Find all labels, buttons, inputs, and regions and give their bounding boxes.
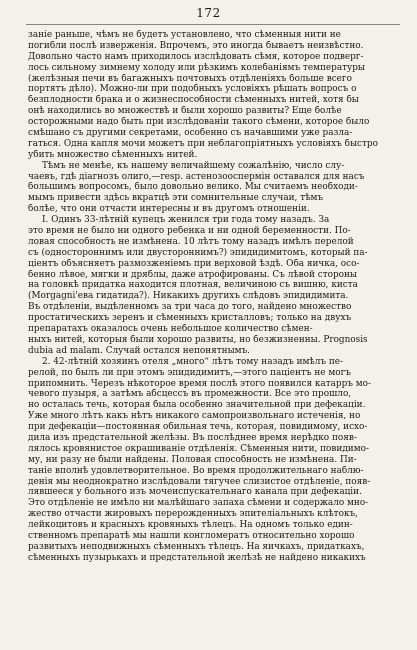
text-line: лявшееся у больного изъ мочеиспускательнаго канала при дефекаціи. <box>28 487 362 498</box>
text-line: портятъ дѣло). Можно-ли при подобныхъ условіяхъ рѣшать вопросъ о <box>28 84 357 95</box>
text-line: релой, по былъ ли при этомъ эпидидимитъ,—этого паціентъ не могъ <box>28 367 351 378</box>
text-line: лялось кровянистое окрашиваніе отдѣленія. Сѣменныя нити, повидимо- <box>28 443 369 454</box>
text-line: погибли послѣ изверженія. Впрочемъ, это иногда бываетъ неизвѣстно. <box>28 40 364 51</box>
page-number: 172 <box>196 6 221 20</box>
text-line: Тѣмъ не менѣе, къ нашему величайшему сожалѣнію, число слу- <box>42 160 345 171</box>
text-line: Уже много лѣтъ какъ нѣтъ никакого самопроизвольнаго истеченія, но <box>28 411 361 422</box>
text-line: сѣменныхъ пузырькахъ и предстательной желѣзѣ не найдено никакихъ <box>28 552 366 563</box>
text-line: жество отчасти жировыхъ перерожденныхъ эпителіальныхъ клѣтокъ, <box>28 509 358 520</box>
text-line: ловая способность не измѣнена. 10 лѣтъ тому назадъ имѣлъ перелой <box>28 236 354 247</box>
text-line: чаевъ, гдѣ діагнозъ олиго,—resp. астенозооспермін оставался для насъ <box>28 171 365 182</box>
text-line: (Morgagni'ева гидатида?). Никакихъ другихъ слѣдовъ эпидидимита. <box>28 291 349 302</box>
text-line: зaніе раньше, чѣмъ не будетъ установлено, что сѣменныя нити не <box>28 30 341 40</box>
text-line: лось сильному зимнему холоду или рѣзкимъ колебаніямъ температуры <box>28 62 365 73</box>
text-line: Это отдѣленіе не имѣло ни малѣйшаго запаха сѣмени и содержало мно- <box>28 498 369 509</box>
text-line: ственномъ препаратѣ мы нашли конгломератъ относительно хорошо <box>28 530 355 541</box>
text-line: мымъ привести здѣсь вкратцѣ эти сомнительные случаи, тѣмъ <box>28 193 324 204</box>
text-line: препаратахъ оказалось очень небольшое количество сѣмен- <box>28 324 313 335</box>
text-line: безплодности брака и о жизнеспособности сѣменныхъ нитей, хотя бы <box>28 95 359 106</box>
text-line: I. Одинъ 33-лѣтній купецъ женился три года тому назадъ. За <box>42 215 330 226</box>
text-line: смѣшано съ другими секретами, особенно съ начавшими уже разла- <box>28 128 353 139</box>
text-line: болѣе, что они отчасти интересны и въ другомъ отношеніи. <box>28 204 310 215</box>
text-line: но осталась течь, которая была особенно значительной при дефекаціи. <box>28 400 366 411</box>
text-line: при дефекаціи—постоянная обильная течь, которая, повидимому, исхо- <box>28 422 368 433</box>
text-line: дила изъ предстательной желѣзы. Въ послѣднее время нерѣдко появ- <box>28 432 357 443</box>
text-line: (желѣзныя печи въ багажныхъ почтовыхъ отдѣленіяхъ больше всего <box>28 73 352 84</box>
text-line: бенно лѣвое, мягки и дряблы, даже атрофированы. Съ лѣвой стороны <box>28 269 357 280</box>
text-line: это время не было ни одного ребенка и ни одной беременности. По- <box>28 226 351 237</box>
text-line: ціентъ объясняетъ размозженіемъ при верховой ѣздѣ. Оба яичка, осо- <box>28 258 360 269</box>
text-line: Довольно часто намъ приходилось изслѣдовать сѣмя, которое подверг- <box>28 51 364 62</box>
text-line: съ (одностороннимъ или двустороннимъ?) эпидидимитомъ, который па- <box>28 247 368 258</box>
body-text <box>28 30 398 564</box>
text-line: простатическихъ зеренъ и сѣменныхъ кристалловъ; только на двухъ <box>28 313 352 324</box>
text-line: таніе вполнѣ удовлетворительное. Во время продолжительнаго наблю- <box>28 465 364 476</box>
text-line: на головкѣ придатка находится плотная, величиною съ вишню, киста <box>28 280 358 291</box>
text-line: dubia ad malam. Случай остался непонятнымъ. <box>28 345 251 356</box>
text-line: му, ни разу не были найдены. Половая способность не измѣнена. Пи- <box>28 454 357 465</box>
header-rule <box>26 24 400 25</box>
text-line: развитыхъ неподвижныхъ сѣменныхъ тѣлецъ. На яичкахъ, придаткахъ, <box>28 541 365 552</box>
text-line: убить множество сѣменныхъ нитей. <box>28 149 198 160</box>
text-line: денія мы неоднократно изслѣдовали тягучее слизистое отдѣленіе, появ- <box>28 476 371 487</box>
text-line: онѣ находились во множествѣ и были хорошо развиты? Еще болѣе <box>28 106 342 117</box>
text-line: осторожными надо быть при изслѣдованіи такого сѣмени, которое было <box>28 117 370 128</box>
text-line: ныхъ нитей, которыя были хорошо развиты, но безжизненны. Prognosis <box>28 334 368 345</box>
text-line: 2. 42-лѣтній хозяинъ отеля „много“ лѣтъ тому назадъ имѣлъ пе- <box>42 356 344 367</box>
text-line: лейкоцитовъ и красныхъ кровяныхъ тѣлецъ. На одномъ только един- <box>28 520 353 531</box>
text-line: большимъ вопросомъ, было довольно велико. Мы считаемъ необходи- <box>28 182 358 193</box>
text-line: гаться. Одна капля мочи можетъ при неблагопріятныхъ условіяхъ быстро <box>28 138 378 149</box>
text-line: припомнить. Черезъ нѣкоторое время послѣ этого появился катарръ мо- <box>28 378 371 389</box>
text-line: чевого пузыря, а затѣмъ абсцессъ въ промежности. Все это прошло, <box>28 389 352 400</box>
text-line: Въ отдѣленіи, выдѣленномъ за три часа до того, найдено множество <box>28 302 352 313</box>
